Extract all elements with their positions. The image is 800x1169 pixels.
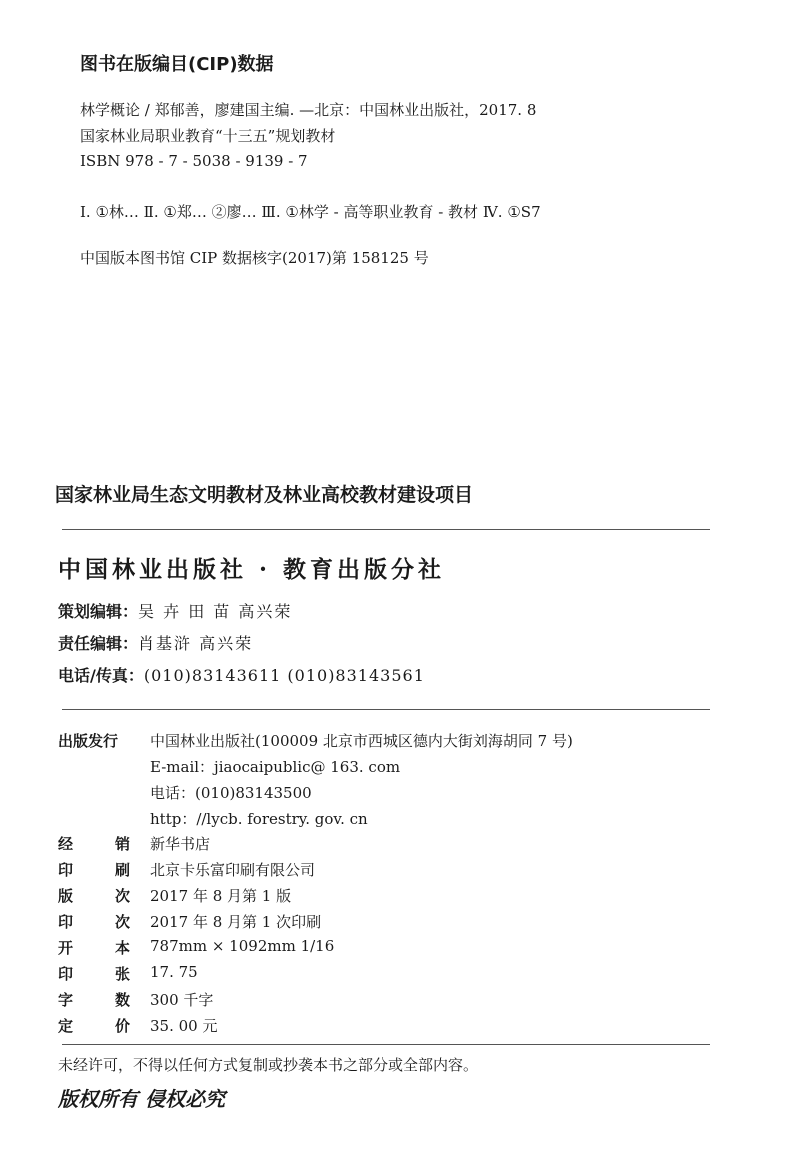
distribution-publisher: 中国林业出版社(100009 北京市西城区德内大街刘海胡同 7 号): [150, 732, 573, 750]
divider-rule: [62, 709, 710, 710]
project-title: 国家林业局生态文明教材及林业高校教材建设项目: [55, 484, 474, 506]
spec-value: 2017 年 8 月第 1 次印刷: [150, 913, 322, 931]
cip-isbn: ISBN 978 - 7 - 5038 - 9139 - 7: [80, 152, 308, 170]
planning-editor-row: [58, 599, 292, 622]
phone-fax-row: [58, 663, 425, 686]
spec-label: 印 次: [58, 913, 130, 931]
spec-label: 印 刷: [58, 861, 130, 879]
phone-fax-value: (010)83143611 (010)83143561: [143, 666, 425, 685]
planning-editor-label: 策划编辑：: [58, 602, 139, 621]
publisher-branch: 中国林业出版社 · 教育出版分社: [58, 556, 446, 583]
spec-label: 经 销: [58, 835, 130, 853]
spec-value: 新华书店: [150, 835, 211, 853]
cip-title-line: 林学概论 / 郑郁善，廖建国主编. —北京：中国林业出版社，2017. 8: [80, 101, 537, 119]
spec-value: 787mm × 1092mm 1/16: [150, 937, 335, 955]
distribution-label: 出版发行: [58, 732, 119, 750]
spec-label: 印 张: [58, 965, 130, 983]
distribution-website: http：//lycb. forestry. gov. cn: [150, 810, 368, 828]
spec-label: 开 本: [58, 939, 130, 957]
spec-value: 35. 00 元: [150, 1017, 218, 1035]
spec-value: 2017 年 8 月第 1 版: [150, 887, 292, 905]
copyright-notice: 未经许可，不得以任何方式复制或抄袭本书之部分或全部内容。: [58, 1056, 479, 1074]
cip-series: 国家林业局职业教育“十三五”规划教材: [80, 127, 336, 145]
cip-check-number: 中国版本图书馆 CIP 数据核字(2017)第 158125 号: [80, 249, 429, 267]
spec-label: 字 数: [58, 991, 130, 1009]
spec-label: 版 次: [58, 887, 130, 905]
spec-value: 300 千字: [150, 991, 214, 1009]
divider-rule: [62, 1044, 710, 1045]
distribution-email: E-mail：jiaocaipublic@ 163. com: [150, 758, 401, 776]
cip-heading: 图书在版编目(CIP)数据: [80, 54, 274, 75]
responsible-editor-label: 责任编辑：: [58, 634, 139, 653]
spec-label: 定 价: [58, 1017, 130, 1035]
phone-fax-label: 电话/传真：: [58, 666, 144, 685]
divider-rule: [62, 529, 710, 530]
rights-reserved: 版权所有 侵权必究: [58, 1087, 225, 1111]
spec-value: 北京卡乐富印刷有限公司: [150, 861, 316, 879]
cip-classification: Ⅰ. ①林… Ⅱ. ①郑… ②廖… Ⅲ. ①林学 - 高等职业教育 - 教材 Ⅳ. ①S7: [80, 203, 541, 221]
responsible-editor-value: 肖基浒 高兴荣: [138, 634, 254, 653]
planning-editor-value: 吴 卉 田 苗 高兴荣: [138, 602, 293, 621]
responsible-editor-row: [58, 631, 253, 654]
distribution-phone: 电话：(010)83143500: [150, 784, 312, 802]
spec-value: 17. 75: [150, 963, 198, 981]
